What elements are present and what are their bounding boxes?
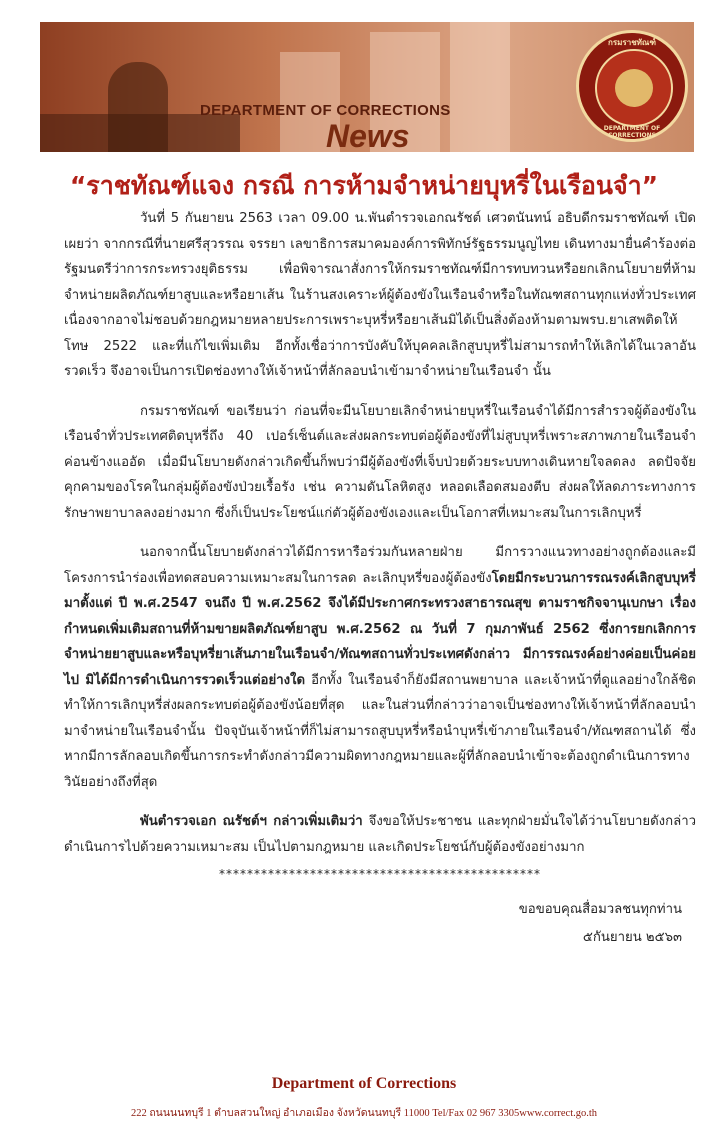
article-body <box>64 206 696 952</box>
banner-title: DEPARTMENT OF CORRECTIONS <box>200 102 451 119</box>
paragraph-3-part-a: นอกจากนี้นโยบายดังกล่าวได้มีการหารือร่วมกันหลายฝ่าย มีการวางแนวทางอย่างถูกต้องและมีโครงการนำร่องเพื่อทดสอบความเหมาะสมในการลด ละเลิกบุหรี่ของผู้ต้องขัง <box>64 545 696 586</box>
footer-address: 222 ถนนนนทบุรี 1 ตำบลสวนใหญ่ อำเภอเมือง จังหวัดนนทบุรี 11000 Tel/Fax 02 967 3305www.correct.go.th <box>130 1108 598 1119</box>
thanks-text: ขอขอบคุณสื่อมวลชนทุกท่าน <box>518 901 682 917</box>
footer-title: Department of Corrections <box>271 1075 457 1092</box>
seal-inner <box>595 49 673 127</box>
paragraph-3-bold: โดยมีกระบวนการรณรงค์เลิกสูบบุหรี่มาตั้งแต่ ปี พ.ศ.2547 จนถึง ปี พ.ศ.2562 จึงได้มีประกาศกระทรวงสาธารณสุข ตามราชกิจจานุเบกษา เรื่อง กำหนดเพิ่มเติมสถานที่ห้ามขายผลิตภัณฑ์ยาสูบ พ.ศ.2562 ณ วันที่ 7 กุมภาพันธ์ 2562 ซึ่งการยกเลิกการจำหน่ายยาสูบและหรือบุหรี่ยาเส้นภายในเรือนจำ/ทัณฑสถานทั่วประเทศดังกล่าว มีการรณรงค์อย่างค่อยเป็นค่อยไป มิได้มีการดำเนินการรวดเร็วแต่อย่างใด <box>64 570 696 688</box>
paragraph-3 <box>64 540 696 795</box>
headline: “ราชทัณฑ์แจง กรณี การห้ามจำหน่ายบุหรี่ในเรือนจำ” <box>69 171 659 200</box>
seal-text-top: กรมราชทัณฑ์ <box>608 38 656 47</box>
building-shape <box>450 22 510 152</box>
release-date: ๕กันยายน ๒๕๖๓ <box>582 929 682 945</box>
paragraph-4-bold: พันตำรวจเอก ณรัชต์ฯ กล่าวเพิ่มเติมว่า <box>140 814 363 829</box>
seal-text-bottom: DEPARTMENT OF CORRECTIONS <box>603 125 661 139</box>
paragraph-2: กรมราชทัณฑ์ ขอเรียนว่า ก่อนที่จะมีนโยบายเลิกจำหน่ายบุหรี่ในเรือนจำได้มีการสำรวจผู้ต้องขังในเรือนจำทั่วประเทศติดบุหรี่ถึง 40 เปอร์เซ็นต์และส่งผลกระทบต่อผู้ต้องขังที่ไม่สูบบุหรี่เพราะสภาพภายในเรือนจำค่อนข้างแออัด เมื่อมีนโยบายดังกล่าวเกิดขึ้นก็พบว่ามีผู้ต้องขังที่เจ็บป่วยด้วยระบบทางเดินหายใจลดลง ลดปัจจัยคุกคามของโรคในกลุ่มผู้ต้องขังป่วยเรื้อรัง เช่น ความดันโลหิตสูง หลอดเลือดสมองตีบ ส่งผลให้ลดภาระทางการรักษาพยาบาลลงอย่างมาก ซึ่งก็เป็นประโยชน์แก่ตัวผู้ต้องขังเองและเป็นโอกาสที่เหมาะสมในการเลิกบุหรี่ <box>64 403 696 521</box>
paragraph-4 <box>64 809 696 860</box>
guard-figure <box>108 62 168 152</box>
signature-block <box>64 896 696 952</box>
paragraph-4-rest: จึงขอให้ประชาชน และทุกฝ่ายมั่นใจได้ว่านโยบายดังกล่าวดำเนินการไปด้วยความเหมาะสม เป็นไปตามกฎหมาย และเกิดประโยชน์กับผู้ต้องขังอย่างมาก <box>64 814 696 855</box>
separator-stars: ********************************************** <box>219 867 541 881</box>
paragraph-3-part-c: อีกทั้ง ในเรือนจำก็ยังมีสถานพยาบาล และเจ้าหน้าที่ดูแลอย่างใกล้ชิด ทำให้การเลิกบุหรี่ส่งผลกระทบต่อผู้ต้องขังน้อยที่สุด และในส่วนที่กล่าวว่าอาจเป็นช่องทางให้เจ้าหน้าที่ลักลอบนำมาจำหน่ายในเรือนจำนั้น ปัจจุบันเจ้าหน้าที่ก็ไม่สามารถสูบบุหรี่หรือนำบุหรี่เข้าภายในเรือนจำ/ทัณฑสถานได้ ซึ่งหากมีการลักลอบเกิดขึ้นการกระทำดังกล่าวมีความผิดทางกฎหมายและผู้ที่ลักลอบนำเข้าจะต้องถูกดำเนินการทางวินัยอย่างถึงที่สุด <box>64 672 696 790</box>
paragraph-1: วันที่ 5 กันยายน 2563 เวลา 09.00 น.พันตำรวจเอกณรัชต์ เศวตนันทน์ อธิบดีกรมราชทัณฑ์ เปิดเผยว่า จากกรณีที่นายศรีสุวรรณ จรรยา เลขาธิการสมาคมองค์การพิทักษ์รัฐธรรมนูญไทย เดินทางมายื่นคำร้องต่อรัฐมนตรีว่าการกระทรวงยุติธรรม เพื่อพิจารณาสั่งการให้กรมราชทัณฑ์มีการทบทวนหรือยกเลิกนโยบายที่ห้ามจำหน่ายผลิตภัณฑ์ยาสูบและหรือยาเส้น ในร้านสงเคราะห์ผู้ต้องขังในเรือนจำหรือในทัณฑสถานทุกแห่งทั่วประเทศ เนื่องจากอาจไม่ชอบด้วยกฎหมายหลายประการเพราะบุหรี่หรือยาเส้นมิได้เป็นสิ่งต้องห้ามตามพรบ.ยาเสพติดให้โทษ 2522 และที่แก้ไขเพิ่มเติม อีกทั้งเชื่อว่าการบังคับให้บุคคลเลิกสูบบุหรี่ไม่สามารถทำให้เลิกได้ในเวลาอันรวดเร็ว จึงอาจเป็นการเปิดช่องทางให้เจ้าหน้าที่ลักลอบนำเข้ามาจำหน่ายในเรือนจำ นั้น <box>64 211 696 379</box>
department-seal <box>576 30 688 142</box>
seal-emblem-icon <box>615 69 653 107</box>
header-banner <box>40 22 694 152</box>
banner-news: News <box>326 118 410 152</box>
